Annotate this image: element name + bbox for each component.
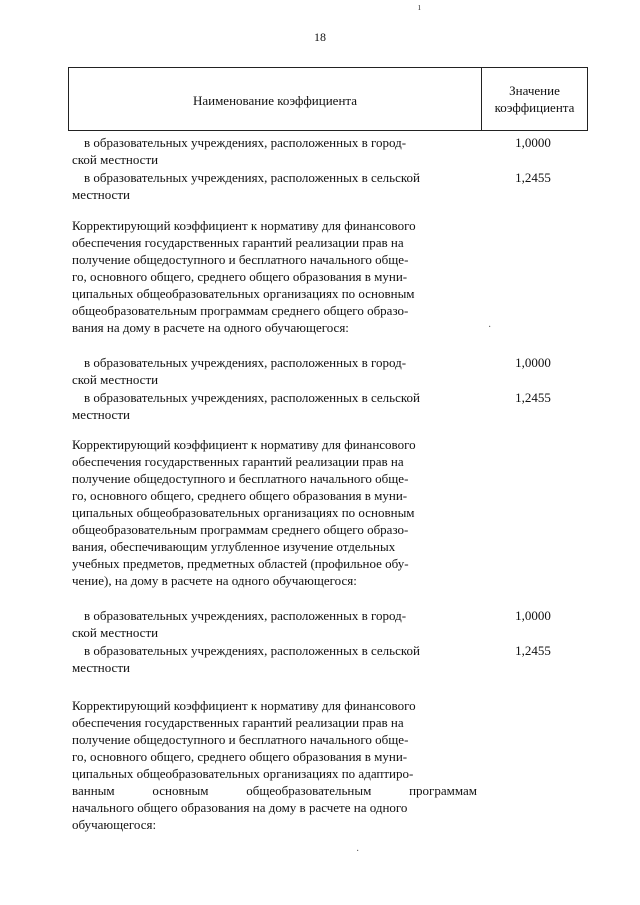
row-label [72,607,477,641]
paragraph-line: обучающегося: [72,817,157,832]
row-label-line: местности [72,187,130,202]
row-label [72,134,477,168]
row-label-line: местности [72,660,130,675]
paragraph-line: общеобразовательным программам среднего общего образо- [72,303,409,318]
paragraph-line: го, основного общего, среднего общего образования в муни- [72,269,408,284]
row-label-line: ской местности [72,372,159,387]
row-label [72,389,477,423]
paragraph-line: ципальных общеобразовательных организациях по адаптиро- [72,766,414,781]
paragraph-line: вания на дому в расчете на одного обучающегося: [72,320,349,335]
paragraph-line: вания, обеспечивающим углубленное изучение отдельных [72,539,396,554]
row-label-line: в образовательных учреждениях, расположенных в сельской [84,170,420,185]
row-label [72,642,477,676]
header-value-line2: коэффициента [494,100,575,115]
row-label-line: в образовательных учреждениях, расположенных в сельской [84,643,420,658]
row-value: 1,0000 [515,135,551,150]
paragraph-text [72,697,477,833]
paragraph-line: Корректирующий коэффициент к нормативу для финансового [72,218,416,233]
row-label [72,354,477,388]
paragraph-line: чение), на дому в расчете на одного обучающегося: [72,573,357,588]
page-number: 18 [314,30,326,44]
row-value: 1,2455 [515,643,551,658]
paragraph-line: ципальных общеобразовательных организациях по основным [72,286,415,301]
paragraph-line: го, основного общего, среднего общего образования в муни- [72,749,408,764]
paragraph-line: получение общедоступного и бесплатного начального обще- [72,252,409,267]
paragraph-line: учебных предметов, предметных областей (профильное обу- [72,556,409,571]
table-header [68,67,588,131]
header-value-line1: Значение [509,83,560,98]
paragraph-line: получение общедоступного и бесплатного начального обще- [72,732,409,747]
row-value: 1,0000 [515,355,551,370]
paragraph-line: начального общего образования на дому в расчете на одного [72,800,408,815]
paragraph-text [72,436,477,589]
row-label-line: в образовательных учреждениях, расположенных в город- [84,355,407,370]
paragraph-line: получение общедоступного и бесплатного начального обще- [72,471,409,486]
row-label-line: в образовательных учреждениях, расположенных в сельской [84,390,420,405]
row-value: 1,2455 [515,170,551,185]
scan-speck: ı [418,2,421,13]
paragraph-line: го, основного общего, среднего общего образования в муни- [72,488,408,503]
paragraph-line: обеспечения государственных гарантий реализации прав на [72,715,404,730]
header-value-column [482,82,587,116]
paragraph-line: обеспечения государственных гарантий реализации прав на [72,235,404,250]
paragraph-line: общеобразовательным программам среднего общего образо- [72,522,409,537]
row-label-line: ской местности [72,625,159,640]
row-value: 1,2455 [515,390,551,405]
paragraph-line: Корректирующий коэффициент к нормативу для финансового [72,437,416,452]
paragraph-line: ципальных общеобразовательных организациях по основным [72,505,415,520]
scan-speck: · [356,846,360,857]
row-value: 1,0000 [515,608,551,623]
row-label-line: местности [72,407,130,422]
row-label-line: в образовательных учреждениях, расположенных в город- [84,135,407,150]
paragraph-text [72,217,477,336]
row-label [72,169,477,203]
header-name-column: Наименование коэффициента [192,93,358,108]
row-label-line: ской местности [72,152,159,167]
paragraph-line: Корректирующий коэффициент к нормативу для финансового [72,698,416,713]
row-label-line: в образовательных учреждениях, расположенных в город- [84,608,407,623]
paragraph-line: ванным основным общеобразовательным программам [72,783,477,798]
paragraph-line: обеспечения государственных гарантий реализации прав на [72,454,404,469]
scan-speck: · [488,322,492,333]
